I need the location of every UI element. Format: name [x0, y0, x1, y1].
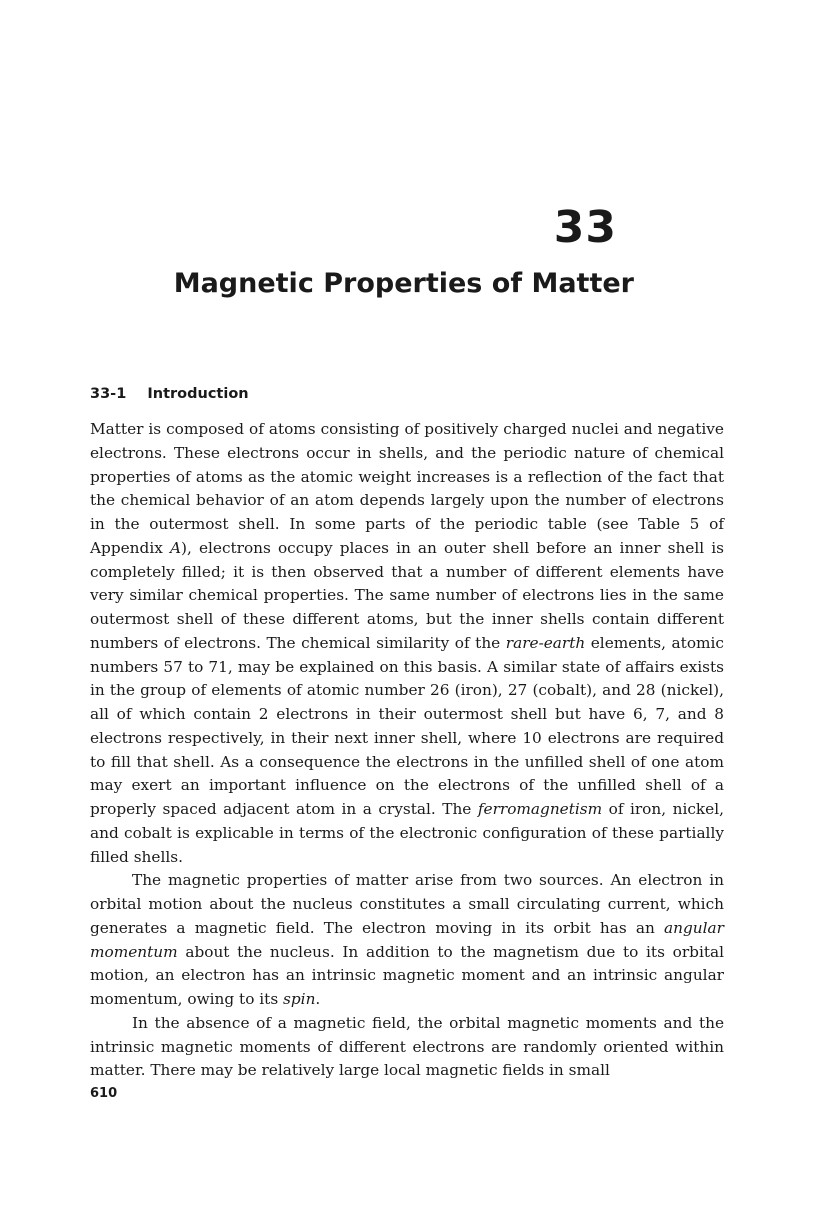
text-run: elements, atomic numbers 57 to 71, may be explained on this basis. A similar state of affairs exists in the group of elements of atomic number 26 (iron), 27 (cobalt), and 28 (nickel), all of which contain 2 electrons in their outermost shell but have 6, 7, and 8 electrons respectively, in their next inner shell, where 10 electrons are required to fill that shell. As a consequence the electrons in the unfilled shell of one atom may exert an important influence on the electrons of the unfilled shell of a properly spaced adjacent atom in a crystal. The — [90, 633, 724, 818]
chapter-number: 33 — [553, 202, 617, 253]
text-run: The magnetic properties of matter arise from two sources. An electron in orbital motion about the nucleus constitutes a small circulating current, which generates a magnetic field. The electron moving in its orbit has an — [90, 871, 724, 937]
paragraph — [90, 1012, 724, 1083]
text-run: about the nucleus. In addition to the magnetism due to its orbital motion, an electron has an intrinsic magnetic moment and an intrinsic angular momentum, owing to its — [90, 942, 724, 1008]
chapter-title: Magnetic Properties of Matter — [173, 268, 634, 299]
section-heading — [90, 384, 249, 404]
text-run: Matter is composed of atoms consisting of positively charged nuclei and negative electrons. These electrons occur in shells, and the periodic nature of chemical properties of atoms as the atomic weight increases is a reflection of the fact that the chemical behavior of an atom depends largely upon the number of electrons in the outermost shell. In some parts of the periodic table (see Table 5 of Appendix — [90, 420, 724, 557]
italic-run: ferromagnetism — [477, 800, 603, 818]
section-number: 33-1 — [90, 386, 127, 402]
italic-run: A — [169, 538, 182, 557]
body-text — [90, 418, 724, 1083]
text-run: . — [315, 990, 321, 1008]
paragraph — [90, 418, 724, 869]
italic-run: angular momentum — [90, 918, 724, 961]
paragraph — [90, 869, 724, 1012]
italic-run: rare-earth — [505, 633, 586, 652]
italic-run: spin — [283, 990, 316, 1008]
text-run: ), electrons occupy places in an outer shell before an inner shell is completely filled; it is then observed that a number of different elements have very similar chemical properties. The same number of electrons lies in the same outermost shell of these different atoms, but the inner shells contain different numbers of electrons. The chemical similarity of the — [90, 538, 724, 652]
section-title: Introduction — [147, 386, 249, 402]
page-number: 610 — [90, 1086, 118, 1101]
text-run: In the absence of a magnetic field, the orbital magnetic moments and the intrinsic magnetic moments of different electrons are randomly oriented within matter. There may be relatively large local magnetic fields in small — [90, 1013, 724, 1080]
text-run: of iron, nickel, and cobalt is explicable in terms of the electronic configuration of these partially filled shells. — [90, 800, 724, 866]
